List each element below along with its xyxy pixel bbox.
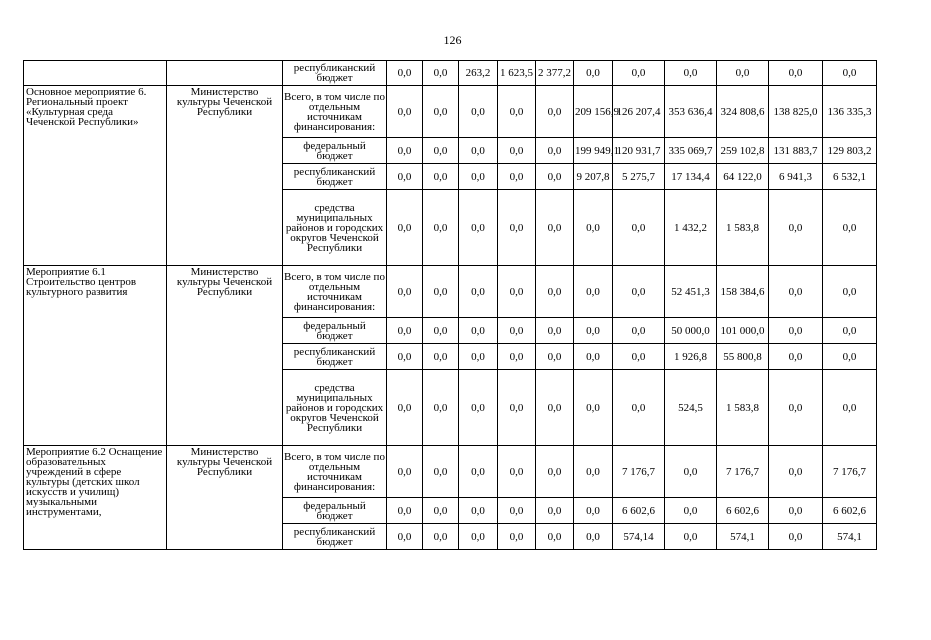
value-cell: 0,0 bbox=[498, 318, 536, 344]
value-cell: 0,0 bbox=[498, 266, 536, 318]
funding-source-cell: республиканский бюджет bbox=[283, 164, 387, 190]
value-cell: 0,0 bbox=[459, 164, 498, 190]
value-cell: 0,0 bbox=[387, 344, 423, 370]
value-cell: 7 176,7 bbox=[823, 446, 877, 498]
value-cell: 120 931,7 bbox=[613, 138, 665, 164]
value-cell: 0,0 bbox=[574, 266, 613, 318]
funding-source-cell: федеральный бюджет bbox=[283, 138, 387, 164]
value-cell: 0,0 bbox=[423, 86, 459, 138]
value-cell: 129 803,2 bbox=[823, 138, 877, 164]
value-cell: 0,0 bbox=[387, 446, 423, 498]
value-cell: 0,0 bbox=[387, 370, 423, 446]
value-cell: 574,1 bbox=[823, 524, 877, 550]
value-cell: 0,0 bbox=[459, 266, 498, 318]
funding-source-cell: Всего, в том числе по отдельным источникам финансирования: bbox=[283, 86, 387, 138]
funding-source-cell: республиканский бюджет bbox=[283, 344, 387, 370]
executor-cell: Министерство культуры Чеченской Республики bbox=[167, 86, 283, 266]
value-cell: 55 800,8 bbox=[717, 344, 769, 370]
value-cell: 0,0 bbox=[423, 318, 459, 344]
value-cell: 0,0 bbox=[423, 344, 459, 370]
executor-cell: Министерство культуры Чеченской Республики bbox=[167, 446, 283, 550]
table-row bbox=[24, 446, 931, 498]
value-cell: 0,0 bbox=[387, 524, 423, 550]
value-cell: 138 825,0 bbox=[769, 86, 823, 138]
value-cell: 0,0 bbox=[665, 446, 717, 498]
value-cell: 0,0 bbox=[536, 138, 574, 164]
value-cell: 0,0 bbox=[498, 498, 536, 524]
value-cell: 0,0 bbox=[536, 318, 574, 344]
value-cell: 0,0 bbox=[459, 446, 498, 498]
value-cell: 0,0 bbox=[387, 266, 423, 318]
value-cell: 0,0 bbox=[459, 344, 498, 370]
value-cell: 335 069,7 bbox=[665, 138, 717, 164]
value-cell: 0,0 bbox=[769, 318, 823, 344]
value-cell: 7 176,7 bbox=[717, 446, 769, 498]
value-cell: 136 335,3 bbox=[823, 86, 877, 138]
value-cell: 0,0 bbox=[423, 524, 459, 550]
value-cell: 0,0 bbox=[769, 344, 823, 370]
value-cell: 0,0 bbox=[574, 344, 613, 370]
value-cell: 0,0 bbox=[459, 498, 498, 524]
value-cell: 0,0 bbox=[459, 524, 498, 550]
value-cell: 0,0 bbox=[536, 164, 574, 190]
value-cell: 259 102,8 bbox=[717, 138, 769, 164]
value-cell: 0,0 bbox=[536, 86, 574, 138]
funding-source-cell: федеральный бюджет bbox=[283, 498, 387, 524]
value-cell: 0,0 bbox=[823, 266, 877, 318]
value-cell: 0,0 bbox=[387, 318, 423, 344]
executor-cell: Министерство культуры Чеченской Республики bbox=[167, 266, 283, 446]
funding-source-cell: средства муниципальных районов и городских округов Чеченской Республики bbox=[283, 190, 387, 266]
value-cell: 524,5 bbox=[665, 370, 717, 446]
table-row bbox=[24, 86, 931, 138]
value-cell: 2 377,2 bbox=[536, 61, 574, 86]
value-cell: 0,0 bbox=[665, 61, 717, 86]
value-cell: 0,0 bbox=[423, 138, 459, 164]
value-cell: 0,0 bbox=[574, 190, 613, 266]
value-cell: 131 883,7 bbox=[769, 138, 823, 164]
value-cell: 0,0 bbox=[498, 138, 536, 164]
value-cell: 0,0 bbox=[498, 164, 536, 190]
value-cell: 0,0 bbox=[613, 344, 665, 370]
funding-source-cell: Всего, в том числе по отдельным источникам финансирования: bbox=[283, 446, 387, 498]
table-row bbox=[24, 266, 931, 318]
value-cell: 1 583,8 bbox=[717, 370, 769, 446]
value-cell: 6 602,6 bbox=[613, 498, 665, 524]
value-cell: 0,0 bbox=[536, 344, 574, 370]
value-cell: 6 602,6 bbox=[717, 498, 769, 524]
funding-source-cell: республиканский бюджет bbox=[283, 524, 387, 550]
value-cell: 101 000,0 bbox=[717, 318, 769, 344]
value-cell: 353 636,4 bbox=[665, 86, 717, 138]
value-cell: 0,0 bbox=[665, 524, 717, 550]
activity-name-cell: Мероприятие 6.2 Оснащение образовательных учреждений в сфере культуры (детских школ искусств и училищ) музыкальными инструментами, bbox=[24, 446, 167, 550]
funding-source-cell: федеральный бюджет bbox=[283, 318, 387, 344]
value-cell: 158 384,6 bbox=[717, 266, 769, 318]
value-cell: 0,0 bbox=[574, 61, 613, 86]
value-cell: 0,0 bbox=[613, 190, 665, 266]
value-cell: 0,0 bbox=[613, 318, 665, 344]
value-cell: 0,0 bbox=[423, 164, 459, 190]
value-cell: 0,0 bbox=[498, 524, 536, 550]
value-cell: 0,0 bbox=[823, 61, 877, 86]
value-cell: 6 532,1 bbox=[823, 164, 877, 190]
value-cell: 0,0 bbox=[423, 190, 459, 266]
value-cell: 6 602,6 bbox=[823, 498, 877, 524]
value-cell: 1 583,8 bbox=[717, 190, 769, 266]
value-cell: 0,0 bbox=[665, 498, 717, 524]
value-cell: 0,0 bbox=[823, 344, 877, 370]
value-cell: 0,0 bbox=[769, 370, 823, 446]
value-cell: 9 207,8 bbox=[574, 164, 613, 190]
value-cell: 0,0 bbox=[769, 190, 823, 266]
value-cell: 0,0 bbox=[423, 266, 459, 318]
page-number: 126 bbox=[443, 33, 462, 47]
activity-name-cell: Основное мероприятие 6. Региональный проект «Культурная среда Чеченской Республики» bbox=[24, 86, 167, 266]
value-cell: 1 623,5 bbox=[498, 61, 536, 86]
funding-source-cell: Всего, в том числе по отдельным источникам финансирования: bbox=[283, 266, 387, 318]
value-cell: 324 808,6 bbox=[717, 86, 769, 138]
value-cell: 0,0 bbox=[423, 498, 459, 524]
funding-source-cell: средства муниципальных районов и городских округов Чеченской Республики bbox=[283, 370, 387, 446]
value-cell: 0,0 bbox=[613, 370, 665, 446]
value-cell: 0,0 bbox=[574, 524, 613, 550]
value-cell: 7 176,7 bbox=[613, 446, 665, 498]
value-cell: 0,0 bbox=[498, 446, 536, 498]
value-cell: 0,0 bbox=[387, 190, 423, 266]
value-cell: 0,0 bbox=[613, 61, 665, 86]
value-cell: 1 926,8 bbox=[665, 344, 717, 370]
executor-cell bbox=[167, 61, 283, 86]
value-cell: 0,0 bbox=[498, 370, 536, 446]
value-cell: 0,0 bbox=[574, 370, 613, 446]
value-cell: 52 451,3 bbox=[665, 266, 717, 318]
activity-name-cell bbox=[24, 61, 167, 86]
value-cell: 0,0 bbox=[769, 446, 823, 498]
value-cell: 574,14 bbox=[613, 524, 665, 550]
value-cell: 6 941,3 bbox=[769, 164, 823, 190]
value-cell: 0,0 bbox=[498, 344, 536, 370]
value-cell: 0,0 bbox=[387, 498, 423, 524]
value-cell: 0,0 bbox=[459, 86, 498, 138]
value-cell: 0,0 bbox=[574, 498, 613, 524]
table-row bbox=[24, 61, 931, 86]
value-cell: 0,0 bbox=[769, 498, 823, 524]
funding-source-cell: республиканский бюджет bbox=[283, 61, 387, 86]
value-cell: 0,0 bbox=[536, 190, 574, 266]
value-cell: 263,2 bbox=[459, 61, 498, 86]
value-cell: 0,0 bbox=[769, 61, 823, 86]
value-cell: 0,0 bbox=[423, 61, 459, 86]
activity-name-cell: Мероприятие 6.1 Строительство центров культурного развития bbox=[24, 266, 167, 446]
value-cell: 0,0 bbox=[823, 370, 877, 446]
value-cell: 0,0 bbox=[613, 266, 665, 318]
value-cell: 0,0 bbox=[387, 138, 423, 164]
value-cell: 0,0 bbox=[459, 318, 498, 344]
value-cell: 199 949,1 bbox=[574, 138, 613, 164]
value-cell: 50 000,0 bbox=[665, 318, 717, 344]
value-cell: 64 122,0 bbox=[717, 164, 769, 190]
value-cell: 0,0 bbox=[536, 498, 574, 524]
value-cell: 0,0 bbox=[387, 61, 423, 86]
value-cell: 17 134,4 bbox=[665, 164, 717, 190]
value-cell: 0,0 bbox=[769, 266, 823, 318]
value-cell: 0,0 bbox=[536, 446, 574, 498]
value-cell: 0,0 bbox=[717, 61, 769, 86]
value-cell: 0,0 bbox=[574, 318, 613, 344]
value-cell: 0,0 bbox=[536, 266, 574, 318]
value-cell: 0,0 bbox=[423, 370, 459, 446]
value-cell: 0,0 bbox=[536, 524, 574, 550]
value-cell: 0,0 bbox=[387, 164, 423, 190]
value-cell: 0,0 bbox=[574, 446, 613, 498]
value-cell: 0,0 bbox=[459, 370, 498, 446]
value-cell: 0,0 bbox=[387, 86, 423, 138]
value-cell: 5 275,7 bbox=[613, 164, 665, 190]
value-cell: 0,0 bbox=[536, 370, 574, 446]
value-cell: 0,0 bbox=[498, 190, 536, 266]
value-cell: 0,0 bbox=[459, 138, 498, 164]
value-cell: 0,0 bbox=[423, 446, 459, 498]
value-cell: 209 156,9 bbox=[574, 86, 613, 138]
value-cell: 1 432,2 bbox=[665, 190, 717, 266]
value-cell: 0,0 bbox=[459, 190, 498, 266]
value-cell: 574,1 bbox=[717, 524, 769, 550]
value-cell: 0,0 bbox=[498, 86, 536, 138]
value-cell: 0,0 bbox=[823, 190, 877, 266]
funding-table bbox=[23, 60, 931, 550]
value-cell: 0,0 bbox=[823, 318, 877, 344]
value-cell: 126 207,4 bbox=[613, 86, 665, 138]
value-cell: 0,0 bbox=[769, 524, 823, 550]
